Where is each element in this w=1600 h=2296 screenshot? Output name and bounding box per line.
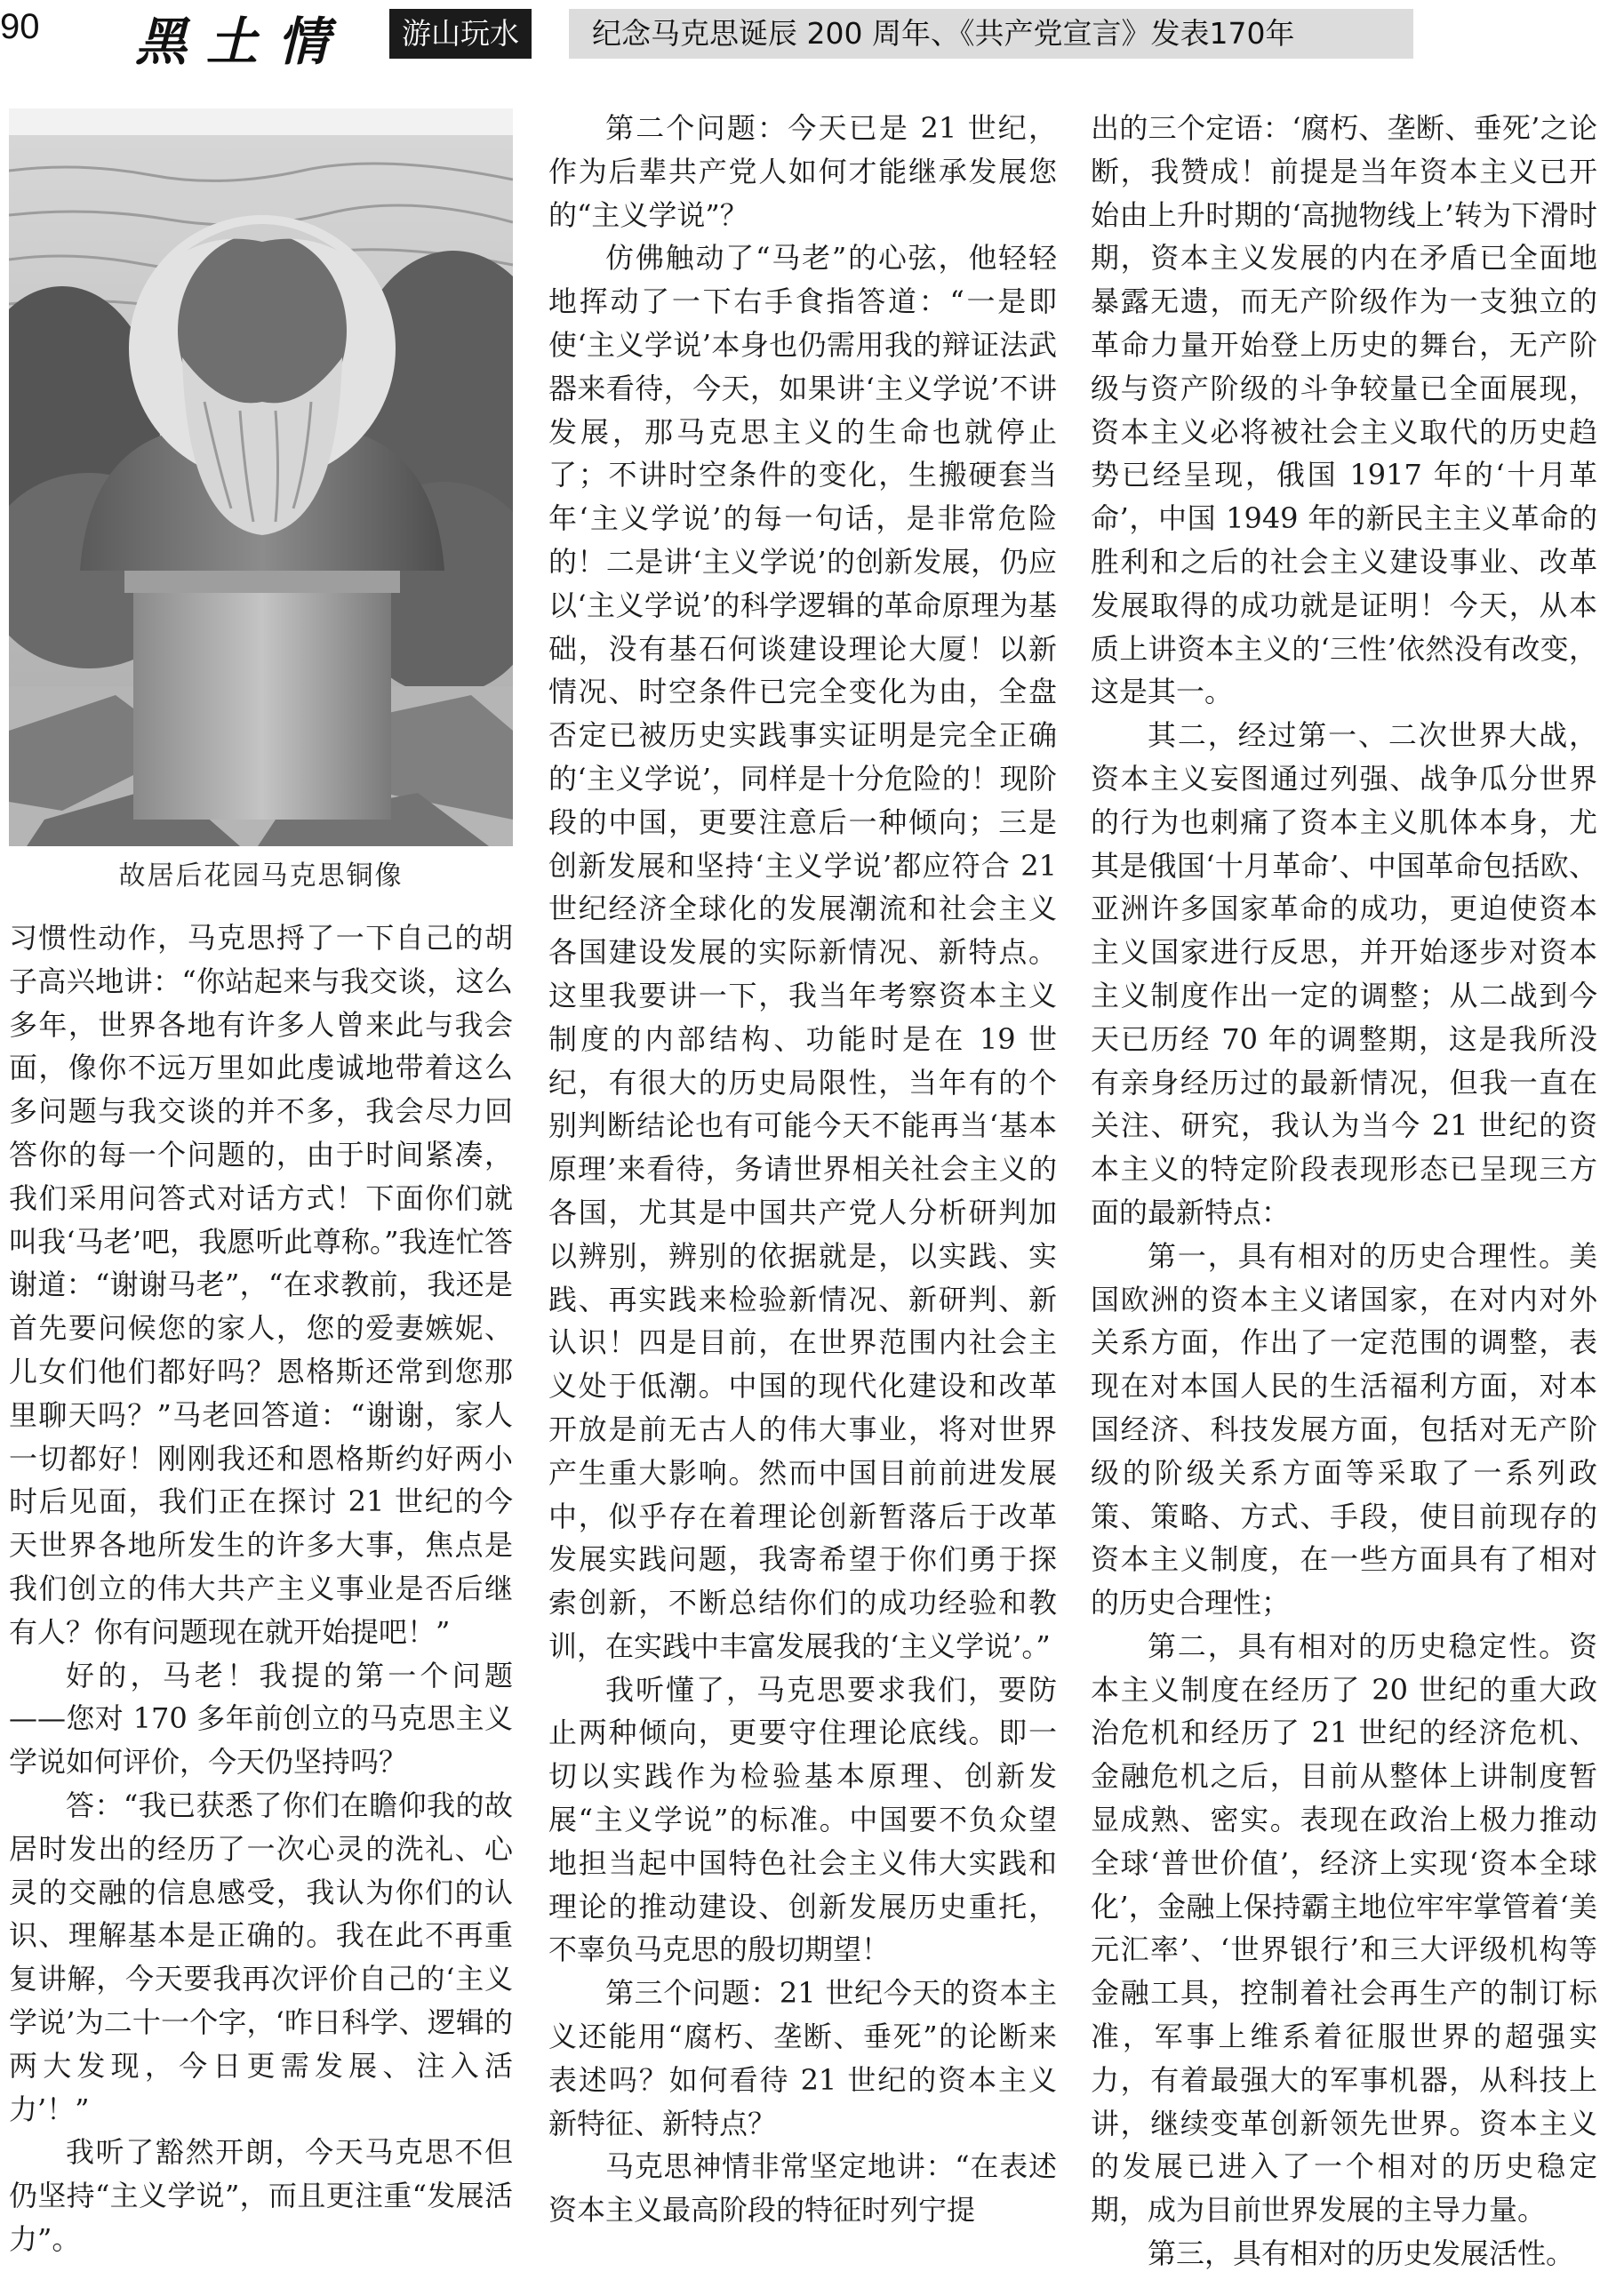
paragraph: 我听了豁然开朗，今天马克思不但仍坚持“主义学说”，而且更注重“发展活力”。	[9, 2135, 513, 2256]
marx-bust-photo	[9, 108, 513, 846]
paragraph: 答：“我已获悉了你们在瞻仰我的故居时发出的经历了一次心灵的洗礼、心灵的交融的信息感受，我认为你们的认识、理解基本是正确的。我在此不再重复讲解，今天要我再次评价自己的‘主义学说’为二十一个字，‘昨日科学、逻辑的两大发现，今日更需发展、注入活力’！”	[9, 1788, 513, 2126]
paragraph: 马克思神情非常坚定地讲：“在表述资本主义最高阶段的特征时列宁提	[548, 2149, 1057, 2228]
page-header	[0, 0, 1600, 71]
anniversary-banner: 纪念马克思诞辰 200 周年、《共产党宣言》发表170年	[569, 9, 1413, 59]
paragraph: 其二，经过第一、二次世界大战，资本主义妄图通过列强、战争瓜分世界的行为也刺痛了资本主义肌体本身，尤其是俄国‘十月革命’、中国革命包括欧、亚洲许多国家革命的成功，更迫使资本主义国家进行反思，并开始逐步对资本主义制度作出一定的调整；从二战到今天已历经 70 年的调整期，这是我所没有亲身经历过的最新情况，但我一直在关注、研究，我认为当今 21 世纪的资本主义的特定阶段表现形态已呈现三方面的最新特点：	[1091, 718, 1597, 1229]
paragraph: 我听懂了，马克思要求我们，要防止两种倾向，更要守住理论底线。即一切以实践作为检验基本原理、创新发展“主义学说”的标准。中国要不负众望地担当起中国特色社会主义伟大实践和理论的推动建设、创新发展历史重托，不辜负马克思的殷切期望！	[548, 1672, 1057, 1967]
paragraph: 第一，具有相对的历史合理性。美国欧洲的资本主义诸国家，在对内对外关系方面，作出了一定范围的调整，表现在对本国人民的生活福利方面，对本国经济、科技发展方面，包括对无产阶级的阶级关系方面等采取了一系列政策、策略、方式、手段，使目前现存的资本主义制度，在一些方面具有了相对的历史合理性；	[1091, 1238, 1597, 1620]
section-tag: 游山玩水	[389, 9, 532, 59]
paragraph: 出的三个定语：‘腐朽、垄断、垂死’之论断，我赞成！前提是当年资本主义已开始由上升时期的‘高抛物线上’转为下滑时期，资本主义发展的内在矛盾已全面地暴露无遗，而无产阶级作为一支独立的革命力量开始登上历史的舞台，无产阶级与资产阶级的斗争较量已全面展现，资本主义必将被社会主义取代的历史趋势已经呈现，俄国 1917 年的‘十月革命’，中国 1949 年的新民主主义革命的胜利和之后的社会主义建设事业、改革发展取得的成功就是证明！今天，从本质上讲资本主义的‘三性’依然没有改变，这是其一。	[1091, 111, 1597, 709]
paragraph: 习惯性动作，马克思捋了一下自己的胡子高兴地讲：“你站起来与我交谈，这么多年，世界各地有许多人曾来此与我会面，像你不远万里如此虔诚地带着这么多问题与我交谈的并不多，我会尽力回答你的每一个问题的，由于时间紧凑，我们采用问答式对话方式！下面你们就叫我‘马老’吧，我愿听此尊称。”我连忙答谢道：“谢谢马老”，“在求教前，我还是首先要问候您的家人，您的爱妻嫉妮、儿女们他们都好吗？恩格斯还常到您那里聊天吗？”马老回答道：“谢谢，家人一切都好！刚刚我还和恩格斯约好两小时后见面，我们正在探讨 21 世纪的今天世界各地所发生的许多大事，焦点是我们创立的伟大共产主义事业是否后继有人？你有问题现在就开始提吧！”	[9, 921, 513, 1649]
paragraph: 第三，具有相对的历史发展活性。	[1148, 2236, 1575, 2271]
text-column-1	[9, 916, 513, 2261]
text-column-2	[548, 107, 1057, 2232]
page-number: 90	[0, 7, 40, 46]
paragraph: 好的，马老！我提的第一个问题——您对 170 多年前创立的马克思主义学说如何评价，今天仍坚持吗？	[9, 1658, 513, 1780]
paragraph: 第三个问题：21 世纪今天的资本主义还能用“腐朽、垄断、垂死”的论断来表述吗？如何看待 21 世纪的资本主义新特征、新特点？	[548, 1976, 1057, 2140]
paragraph: 第二个问题：今天已是 21 世纪，作为后辈共产党人如何才能继承发展您的“主义学说”？	[548, 111, 1057, 232]
paragraph: 第二，具有相对的历史稳定性。资本主义制度在经历了 20 世纪的重大政治危机和经历了 21 世纪的经济危机、金融危机之后，目前从整体上讲制度暂显成熟、密实。表现在政治上极力推动全球‘普世价值’，经济上实现‘资本全球化’，金融上保持霸主地位牢牢掌管着‘美元汇率’、‘世界银行’和三大评级机构等金融工具，控制着社会再生产的制订标准，军事上维系着征服世界的超强实力，有着最强大的军事机器，从科技上讲，继续变革创新领先世界。资本主义的发展已进入了一个相对的历史稳定期，成为目前世界发展的主导力量。	[1091, 1628, 1597, 2228]
photo-caption: 故居后花园马克思铜像	[118, 860, 404, 892]
masthead-title: 黑土情	[135, 12, 349, 72]
text-column-3	[1091, 107, 1597, 2276]
paragraph: 仿佛触动了“马老”的心弦，他轻轻地挥动了一下右手食指答道：“一是即使‘主义学说’本身也仍需用我的辩证法武器来看待，今天，如果讲‘主义学说’不讲发展，那马克思主义的生命也就停止了；不讲时空条件的变化，生搬硬套当年‘主义学说’的每一句话，是非常危险的！二是讲‘主义学说’的创新发展，仍应以‘主义学说’的科学逻辑的革命原理为基础，没有基石何谈建设理论大厦！以新情况、时空条件已完全变化为由，全盘否定已被历史实践事实证明是完全正确的‘主义学说’，同样是十分危险的！现阶段的中国，更要注意后一种倾向；三是创新发展和坚持‘主义学说’都应符合 21 世纪经济全球化的发展潮流和社会主义各国建设发展的实际新情况、新特点。这里我要讲一下，我当年考察资本主义制度的内部结构、功能时是在 19 世纪，有很大的历史局限性，当年有的个别判断结论也有可能今天不能再当‘基本原理’来看待，务请世界相关社会主义的各国，尤其是中国共产党人分析研判加以辨别，辨别的依据就是，以实践、实践、再实践来检验新情况、新研判、新认识！四是目前，在世界范围内社会主义处于低潮。中国的现代化建设和改革开放是前无古人的伟大事业，将对世界产生重大影响。然而中国目前前进发展中，似乎存在着理论创新暂落后于改革发展实践问题，我寄希望于你们勇于探索创新，不断总结你们的成功经验和教训，在实践中丰富发展我的‘主义学说’。”	[548, 241, 1057, 1663]
